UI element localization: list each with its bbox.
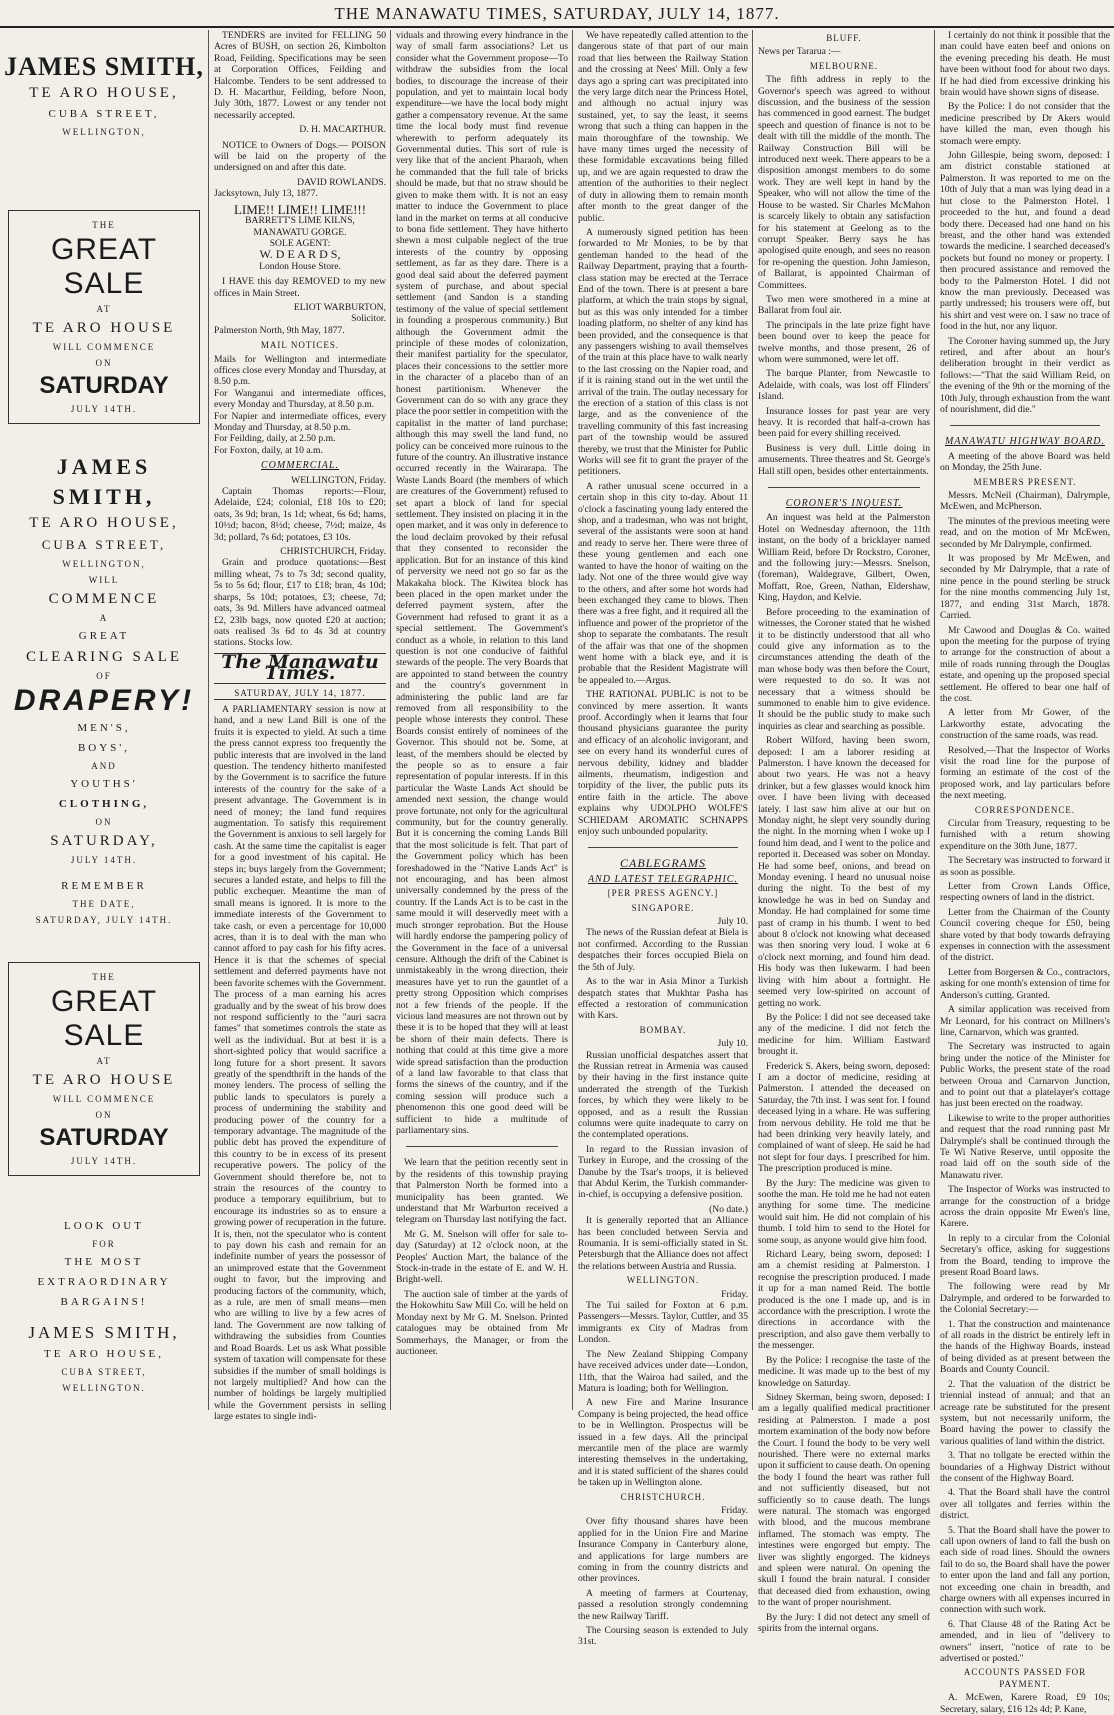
commercial-heading: COMMERCIAL. xyxy=(261,460,339,472)
column-3 xyxy=(396,30,568,1410)
ad-great-sale-1 xyxy=(8,210,200,424)
lime-heading: LIME!! LIME!! LIME!!! xyxy=(233,201,367,217)
column-rule xyxy=(208,30,209,1410)
editorial-part-1: A PARLIAMENTARY session is now at hand, and a new Land Bill is one of the fruits it is expected to yield. At such a time the press cannot express too frequently the public interests that are involved in the land question. The tendency hitherto manifested by the Government is to sacrifice the future interests of the country for the sake of a present advantage. The Government is in need of money; the land fund requires augmentation. To satisfy this requirement the Government is anxious to sell largely for cash. At the same time the capitalist is eager for a good investment of his capital. He steps in; buys largely from the Government; secures a landed estate, and helps to fill the public exchequer. Meantime the man of small means is ignored. It is more to the immediate interests of the Government to take cash, or even a percentage for 10,000 acres, than it is to deal with the man who cannot afford to pay cash for his fifty acres. Hence it is that the schemes of special settlement and deferred payments have not been favorite schemes with the Government. The process of a man earning his acres gradually and by the sweat of his brow does not respond sufficiently to the "auri sacra fames" that sometimes controls the state as well as the individual. But at best it is a short-sighted policy that would sacrifice a long future for a short present. It savors greatly of the spendthrift in the hands of the money lenders. The process of selling the public lands to speculators is purely a process of undermining the stability and producing power of the country for a temporary advantage. The magnitude of the public debt has proved the expenditure of this country to be in excess of its present recuperative powers. The policy of the Government should therefore be, not to strain the resources of the country to produce a temporary equilibrium, but to encourage its industries so as to ensure a growing power of recuperation in the future. It is, then, not the speculator who is content to pay down his cash and remain for an indefinite number of years the possessor of an unimproved estate that the Government ought to favor, but the improving and producing factors of the community, which, as a rule, are men of small means—men who are willing to live by a few acres of land. The Government are now talking of withdrawing the subsidies from Counties and Road Boards. Let us ask What possible system of taxation will compensate for these subsidies if the number of small holdings is not largely multiplied? And how can the number of holdings be largely multiplied while the Government persists in selling large estates to single indi- xyxy=(214,703,386,1423)
melbourne-1: The fifth address in reply to the Governor's speech was agreed to without discussion, and the business of the session has commenced in good earnest. The budget speech and question of finance is not to be dealt with till the middle of the month. The Railway Construction Bill will be introduced next week. There appears to be a disposition amongst members to do some work. They are well kept in hand by the Speaker, who will not allow the time of the House to be wasted. Sir Charles McMahon is scarcely likely to obtain any satisfaction for his statement at Geelong as to the corrupt Speaker. Berry says he has apologised quite enough, and sees no reason for re-opening the question. John Jamieson, of Ballarat, is appointed Chairman of Committees. xyxy=(758,74,930,291)
lime-name: W. D E A R D S, xyxy=(259,247,341,262)
ad-mens: MEN'S, xyxy=(77,722,131,734)
singapore-2: As to the war in Asia Minor a Turkish despatch states that Mukhtar Pasha has effected a restoration of communication with Kars. xyxy=(578,976,748,1022)
cablegrams-subheading: AND LATEST TELEGRAPHIC. xyxy=(588,873,738,885)
editorial-part-2: viduals and throwing every hindrance in the way of small farm associations? Let us consider what the Government propose—To withdraw the subsidies from the local bodies, to discourage the increase of their population, and yet to maintain local body expenditure—we have the local body might gather a compensatory revenue. At the same time the local body must find revenue wherewith to perform adequately its Governmental duties. This sort of rule is very like that of the ancient Pharaoh, when he commanded that the full tale of bricks should be made, but that no straw should be given to make them with. It is not an easy matter to induce the Government to place land in the market on terms at all conducive to bona fide settlement. They have hitherto shewn a most culpable neglect of the true interests of the country by opposing settlement, as far as they dare. There is a good deal said about the deferred payment system of purchase, and about special settlement (and Sandon is a standing testimony of the value of special settlement in founding a prosperous community.) But although the Government admit the principle of these modes of colonization, their manifest partiality for the speculator, places their concessions to the settler more in the character of a placebo than of an honest partitionism. Whenever the Government can do so with any grace they place the poor settler in competition with the capitalist in the matter of land purchase; although this may swell the land fund, no policy can be conceived more ruinous to the future of the country. An illustrative instance occurred recently in the Wairarapa. The Waste Lands Board (the members of which are creatures of the Government) refused to set apart a block of land for special settlement. They insisted on placing it in the open market, and it was only in deference to the loud declaim provoked by their refusal that they consented to reconsider the application. But for an instance of this kind of perversity we need not go so far as the Makakaha block. The Kiwitea block has been placed in the open market under the deferred payment system, after the Government had refused to grant it as a special settlement. The Government's conduct as a whole, in relation to this land question is not one conducive of faithful stewards of the people. The very Boards that are appointed to stand between the country and the country's government in administering the public land are far removed from all responsibility to the people whose interests they control. These Boards consist entirely of nominees of the Governor. This should not be. Some, at least, of the members should be elected by the people so as to ensure a fair representation of popular interests. If in this particular the Waste Lands Act should be amended next session, the change would prove fortunate, not only for the agricultural community, but for the country generally. But it is concerning the coming Lands Bill that the most solicitude is felt. That part of the Government policy which has been foreshadowed in the "Native Lands Act" is not encouraging, and has been almost universally condemned by the press of the country. If the Lands Act is to be cast in the same mould it will deservedly meet with a much stronger reprobation. But the House will hardly endorse the pampering policy of the Government in the face of a universal censure. Although the drift of the Cabinet is unmistakeably in the wrong direction, their measures have yet to run the gauntlet of a pretty strong Opposition which comprises not a few friends of the people. If the vicious land measures are not thrown out by these it is to be hoped that they will at least be shorn of their main defects. There is nothing that could at this time give a more wide spread satisfaction than the production of a land law favorable to that class that forms the sinews of the country, and if the coming session will produce such a phenomenon this one good deed will be sufficient to hide a multitude of parliamentary sins. xyxy=(396,30,568,1136)
inquest-6: By the Jury: The medicine was given to soothe the man. He told me he had not eaten anything for some time. The medicine would suit him. He did not complain of his thumb. I told him to send to the Hotel for some soup, as anyone would give him food. xyxy=(758,1177,930,1246)
column-rule xyxy=(752,30,753,1410)
lime-store: London House Store. xyxy=(259,260,341,272)
ad-most: THE MOST xyxy=(64,1256,144,1268)
news-municipality: We learn that the petition recently sent in by the residents of this township praying that Palmerston North be formed into a municipality has been granted. We understand that Mr Warburton received a telegram on Thursday last notifying the fact. xyxy=(396,1157,568,1226)
divider xyxy=(768,487,920,488)
dateline-singapore: SINGAPORE. xyxy=(631,902,695,913)
inquest-2: Before proceeding to the examination of witnesses, the Coroner stated that he wished it to be distinctly understood that all who could give any information as to the circumstances attending the death of the man whose body was then before the Court, were requested to do so. It was not necessary that a witness should be summoned to enable him to give evidence. It should be the public study to make such inquiries as clear and searching as possible. xyxy=(758,606,930,732)
melbourne-4: The barque Planter, from Newcastle to Adelaide, with coals, was lost off Flinders' Island. xyxy=(758,368,930,403)
inquest-7: Richard Leary, being sworn, deposed: I am a chemist residing at Palmerston. I recognise the prescription produced. I made it up for a man named Reid. The bottle produced is the one I made up, and is in accordance with the prescription. I wrote the directions in accordance with the prescription, and also gave them verbally to the messenger. xyxy=(758,1249,930,1352)
board-23: 5. That the Board shall have the power to call upon owners of land to fall the bush on each side of road lines. Should the owners fail to do so, the Board shall have the power to enter upon the land and fall any portion, not exceeding one chain in breadth, and charge owners with all expenses incurred in connection with such work. xyxy=(940,1524,1110,1616)
dateline-christchurch: CHRISTCHURCH. xyxy=(620,1491,706,1502)
inquest-verdict: The Coroner having summed up, the Jury retired, and after about an hour's deliberation brought in their verdict as follows:—"That the said William Reid, on the evening of the 9th or the morning of the 10th July, through exhaustion from the want of nourishment, did die." xyxy=(940,335,1110,415)
melbourne-5: Insurance losses for past year are very heavy. It is recorded that half-a-crown has been paid for every shilling received. xyxy=(758,405,930,440)
lime-kilns: BARRETT'S LIME KILNS, xyxy=(245,215,355,227)
highway-board-heading: MANAWATU HIGHWAY BOARD. xyxy=(944,436,1105,448)
board-18: The following were read by Mr Dalrymple, and ordered to be forwarded to the Colonial Secretary:— xyxy=(940,1281,1110,1316)
ad-city: WELLINGTON. xyxy=(62,1383,146,1393)
board-22: 4. That the Board shall have the control over all tollgates and ferries within the district. xyxy=(940,1487,1110,1522)
correspondence-heading: CORRESPONDENCE. xyxy=(974,804,1076,815)
ad-remember: REMEMBER xyxy=(61,880,147,892)
inquest-9: Sidney Skerman, being sworn, deposed: I am a legally qualified medical practitioner residing at Palmerston. I made a post mortem examination of the body now before the Court. I found the body to be very well nourished. There were no external marks upon it sufficient to cause death. On opening the body I found the heart was rather full and not sufficiently diseased, but not sufficiently so to cause death. The lungs were natural. The stomach was engorged with blood, and the mucous membrane inflamed. The stomach was empty. The intestines were engorged but empty. The liver was slightly engorged. The kidneys and spleen were natural. On opening the skull I found the brain natural. I consider that deceased died from exhaustion, owing to the want of proper nourishment. xyxy=(758,1391,930,1609)
mail-line: Mails for Wellington and intermediate offices close every Monday and Thursday, at 8.50 p.m. xyxy=(214,353,386,388)
dog-notice-date: Jacksytown, July 13, 1877. xyxy=(214,188,318,200)
ad-saturday: SATURDAY, xyxy=(50,833,158,849)
mail-line: For Napier and intermediate offices, every Monday and Thursday, at 8.50 p.m. xyxy=(214,410,386,433)
christchurch-2: A meeting of farmers at Courtenay, passed a resolution strongly condemning the new Railway Tariff. xyxy=(578,1587,748,1622)
inquest-1: An inquest was held at the Palmerston Hotel on Wednesday afternoon, the 11th instant, on the body of a bricklayer named William Reid, before Dr Rockstro, Coroner, and the following jury:—Messrs. Snelson, (foreman), Waldegrave, Gilbert, Owen, Moffatt, Roe, Green, Nathan, Eldershaw, King, Haydon, and Kelvie. xyxy=(758,512,930,604)
ad-name: JAMES SMITH, xyxy=(28,1323,180,1342)
paper-date: SATURDAY, JULY 14, 1877. xyxy=(214,688,386,700)
removal-date: Palmerston North, 9th May, 1877. xyxy=(214,324,345,336)
ad-on: ON xyxy=(95,358,113,368)
ad-shop: TE ARO HOUSE xyxy=(32,320,176,336)
dog-poison-notice: NOTICE to Owners of Dogs.— POISON will be laid on the property of the undersigned on and after this date. xyxy=(214,139,386,174)
board-19: 1. That the construction and maintenance of all roads in the district be entirely left in the hands of the Highway Boards, instead of being divided as at present between the Boards and County Council. xyxy=(940,1318,1110,1376)
melbourne-3: The principals in the late prize fight have been bound over to keep the peace for twelve months, and those present, 26 of whom were summoned, were let off. xyxy=(758,319,930,365)
ad-date: JULY 14TH. xyxy=(70,404,138,414)
board-5: Mr Cawood and Douglas & Co. waited upon the meeting for the purpose of trying to arrange for the construction of about a mile of roads running through the Douglas estate, and opening up the proposed special settlement. He offered to bear one half of the cost. xyxy=(940,624,1110,704)
inquest-8: By the Police: I recognise the taste of the medicine. It was made up to the best of my knowledge on Saturday. xyxy=(758,1354,930,1389)
mail-line: For Foxton, daily, at 10 a.m. xyxy=(214,444,323,456)
melbourne-2: Two men were smothered in a mine at Ballarat from foul air. xyxy=(758,293,930,317)
inquest-3: Robert Wilford, having been sworn, deposed: I am a laborer residing at Palmerston. I have known the deceased for about two years. He was not a heavy drinker, but a few glasses would knock him over. I have been living with deceased lately. I last saw him alive at our hut on Monday night, he slept very soundly during the night. In the morning when I woke up I found him dead, and I went to the police and reported it. Deceased was sober on Monday. He had some beef, onions, and bread on Monday evening. I heard no unusual noise during the night. To the best of my knowledge he was in bed on Sunday and Monday. He had complained for some time past of cramp in his thumb. I went to bed about 8 o'clock not knowing what deceased was then snoring very loud. I woke at 6 o'clock next morning, and found him dead. His body was then lukewarm. I had been living with him about a fortnight. He seemed very low-spirited on account of getting no work. xyxy=(758,735,930,1009)
inquest-5: Frederick S. Akers, being sworn, deposed: I am a doctor of medicine, residing at Palmerston. I attended the deceased on Saturday, the 7th inst. I was sent for. I found deceased lying in a whare. He was suffering from nervous debility. He told me that he had been drinking very heavily lately, and complained of want of sleep. He said he had not slept for four days. I prescribed for him. The prescription produced is mine. xyxy=(758,1060,930,1175)
inquest-12: By the Police: I do not consider that the medicine prescribed by Dr Akers would have killed the man, even though his stomach were empty. xyxy=(940,101,1110,147)
news-petition: A numerously signed petition has been forwarded to Mr Monies, to be by that gentleman handed to the head of the Railway Department, praying that a fourth-class station may be erected at the Terrace End of the town. There is at present a bare platform, at which the train stops by signal, but as this was only intended for a timber loading platform, no shelter of any kind has been provided, and the consequence is that any passengers wishing to avail themselves of the train at this place have to walk nearly to the last crossing on the Napier road, and if it is raining stand out in the wet until the arrival of the train. The outlay necessary for the erection of a station of this class is not large, and as the convenience of the travelling community of this fast increasing part of the township would be assured thereby, we trust that the Minister for Public Works will see fit to grant the prayer of the petitioners. xyxy=(578,226,748,478)
members-present-heading: MEMBERS PRESENT. xyxy=(973,476,1077,487)
ad-shop: TE ARO HOUSE, xyxy=(44,1348,164,1360)
board-15: Likewise to write to the proper authorities and request that the road running past Mr Dalrymple's shall be continued through the Te Wi Native Reserve, until opposite the road laid off on the south side of the Manawatu river. xyxy=(940,1112,1110,1181)
ad-great-sale-2 xyxy=(8,962,200,1176)
ad-will: WILL COMMENCE xyxy=(52,1094,156,1104)
board-25: A. McEwen, Karere Road, £9 10s; Secretary, salary, £16 12s 4d; P. Kane, xyxy=(940,1692,1110,1715)
inquest-13: John Gillespie, being sworn, deposed: I am district constable stationed at Palmerston. It was reported to me on the 10th of July that a man was lying dead in a hut close to the Palmerston Hotel. I proceeded to the hut, and found a dead body there. Deceased had one hand on his breast, and the other hand was extended towards the medicine. I searched deceased's pockets but found no money or property. I then procured assistance and removed the body to the Palmerston Hotel. I did not know the man previously. Deceased was partly undressed; his trousers were off, but his shirt and vest were on. I saw no trace of food in the hut, nor any liquor. xyxy=(940,150,1110,333)
ad-clearing-sale xyxy=(4,452,204,928)
wellington-1: The Tui sailed for Foxton at 6 p.m. Passengers—Messrs. Taylor, Cuttler, and 35 immigrants ex City of Madras from London. xyxy=(578,1300,748,1346)
ad-will: WILL COMMENCE xyxy=(52,342,156,352)
board-17: In reply to a circular from the Colonial Secretary's office, asking for suggestions from the Board, tending to improve the present Road Board laws. xyxy=(940,1232,1110,1279)
press-agency: [PER PRESS AGENCY.] xyxy=(607,888,719,899)
ad-street: CUBA STREET, xyxy=(48,108,160,120)
news-shop-scene: A rather unusual scene occurred in a certain shop in this city to-day. About 11 o'clock a fascinating young lady entered the shop, and a tradesman, who was not bright, several of the assistants were soon at hand and ready to serve her. There were three of these young gentlemen and each one wanted to have the honor of waiting on the lady. Not one of the three would give way to the others, and after some hot words had been exchanged they came to blows. Then there was a free fight, and it required all the influence and power of the proprietor of the shop to separate the combatants. The result of the affair was that one of the shopmen went home with a black eye, and it is probable that the Resident Magistrate will be appealed to.—Argus. xyxy=(578,480,748,686)
board-16: The Inspector of Works was instructed to arrange for the construction of a bridge across the drain opposite Mr Ewen's line, Karere. xyxy=(940,1184,1110,1230)
lime-agent: SOLE AGENT: xyxy=(269,237,331,249)
date-singapore: July 10. xyxy=(717,916,748,928)
accounts-heading: ACCOUNTS PASSED FOR PAYMENT. xyxy=(963,1667,1087,1689)
date-christchurch: Friday. xyxy=(721,1504,748,1516)
ad-city: WELLINGTON, xyxy=(62,559,146,569)
removal-role: Solicitor. xyxy=(351,313,386,325)
ad-thedate: THE DATE, xyxy=(72,899,136,909)
board-11: Letter from the Chairman of the County Council covering cheque for £50, being share voted by that body towards defraying expenses in connection with the assessment of the district. xyxy=(940,906,1110,964)
ad-street: CUBA STREET, xyxy=(41,537,167,552)
mail-notices-heading: MAIL NOTICES. xyxy=(260,340,340,351)
ad-james-smith-1 xyxy=(4,52,204,140)
dateline-bluff: BLUFF. xyxy=(826,33,862,43)
tender-signature: D. H. MACARTHUR. xyxy=(299,124,386,136)
bombay-3: It is generally reported that an Alliance has been concluded between Servia and Roumania. It is semi-officially stated in St. Petersburgh that the Alliance does not affect the relations between Austria and Russia. xyxy=(578,1215,748,1272)
board-4: It was proposed by Mr McEwen, and seconded by Mr Dalrymple, that a rate of nine pence in the pound sterling be struck for the nine months commencing July 1st, 1877, and ending 31st March, 1878. Carried. xyxy=(940,553,1110,622)
board-6: A letter from Mr Gower, of the Larkworthy estate, advocating the construction of the same roads, was read. xyxy=(940,707,1110,742)
divider xyxy=(950,425,1100,426)
board-13: A similar application was received from Mr Leonard, for his contract on Millners's line, Carnarvon, which was granted. xyxy=(940,1004,1110,1038)
ad-commence: COMMENCE xyxy=(48,591,160,607)
board-3: The minutes of the previous meeting were read, and on the motion of Mr McEwen, seconded by Mr Dalrymple, confirmed. xyxy=(940,515,1110,550)
removal-signature: ELIOT WARBURTON, xyxy=(293,301,386,313)
news-timber-sale: The auction sale of timber at the yards of the Hokowhitu Saw Mill Co. will be held on Monday next by Mr G. M. Snelson. Printed catalogues may be obtained from Mr Sommerhays, the Manager, or from the auctioneer. xyxy=(396,1288,568,1357)
ad-shop: TE ARO HOUSE, xyxy=(29,515,179,531)
inquest-4: By the Police: I did not see deceased take any of the medicine. I did not fetch the medicine for him. William Eastward brought it. xyxy=(758,1011,930,1058)
ad-bargains: BARGAINS! xyxy=(60,1296,148,1308)
board-24: 6. That Clause 48 of the Rating Act be amended, and in lieu of "delivery to owners" insert, "notice of rate to be advertised or posted." xyxy=(940,1618,1110,1665)
ad-title: GREAT SALE xyxy=(50,233,158,300)
tender-notice: TENDERS are invited for FELLING 50 Acres of BUSH, on section 26, Kimbolton Road, Feilding. Specifications may be seen at Corporation Offices, Feilding and Halcombe. Tenders to be sent addressed to D. H. Macarthur, Feilding, before Noon, July 30th, 1877. Lowest or any tender not necessarily accepted. xyxy=(214,30,386,121)
column-advertisements xyxy=(4,30,204,1410)
ad-day: SATURDAY xyxy=(39,372,169,399)
bombay-2: In regard to the Russian invasion of Turkey in Europe, and the crossing of the Danube by the Tsar's troops, it is believed that Abdul Kerim, the Turkish commander-in-chief, is occupying a defensive position. xyxy=(578,1143,748,1201)
divider xyxy=(588,847,738,848)
ad-great: GREAT xyxy=(78,630,130,642)
board-1: A meeting of the above Board was held on Monday, the 25th June. xyxy=(940,450,1110,474)
inquest-10: By the Jury: I did not detect any smell of spirits from the internal organs. xyxy=(758,1611,930,1635)
ad-shop: TE ARO HOUSE xyxy=(32,1072,176,1088)
column-rule xyxy=(572,30,573,1410)
singapore-1: The news of the Russian defeat at Biela is not confirmed. According to the Russian despatches their forces occupied Biela on the 5th of July. xyxy=(578,927,748,973)
ad-clothing: CLOTHING, xyxy=(58,798,150,810)
melbourne-6: Business is very dull. Little doing in amusements. Three theatres and St. George's Hall still open, besides other entertainments. xyxy=(758,442,930,477)
ad-july: JULY 14TH. xyxy=(70,855,138,865)
board-2: Messrs. McNeil (Chairman), Dalrymple, McEwen, and McPherson. xyxy=(940,490,1110,513)
ad-street: CUBA STREET, xyxy=(61,1367,147,1377)
date-bombay: July 10. xyxy=(717,1038,748,1050)
inquest-11: I certainly do not think it possible that the man could have eaten beef and onions on the evening preceding his death. He must have been without food for about two days. If he had died from excessive drinking his brain would have shown signs of disease. xyxy=(940,30,1110,99)
ad-the: THE xyxy=(92,220,116,230)
divider xyxy=(406,1146,558,1147)
ad-the: THE xyxy=(92,972,116,982)
ad-extra: EXTRAORDINARY xyxy=(37,1276,171,1288)
bombay-1: Russian unofficial despatches assert that the Russian retreat in Armenia was caused by their having in the first instance quite underrated the strength of the Turkish forces, by which they were likely to be opposed, and as a result the Russian columns were quite inadequate to carry on the contemplated operations. xyxy=(578,1049,748,1141)
ad-youths: YOUTHS' xyxy=(70,778,138,790)
ad-and: AND xyxy=(91,761,117,771)
ad-look: LOOK OUT xyxy=(64,1220,144,1232)
ad-name: JAMES SMITH, xyxy=(4,52,204,81)
ad-date: JULY 14TH. xyxy=(70,1156,138,1166)
commercial-dateline: CHRISTCHURCH, Friday. xyxy=(280,546,386,558)
ad-at: AT xyxy=(96,1056,112,1066)
news-auction: Mr G. M. Snelson will offer for sale to-day (Saturday) at 12 o'clock noon, at the Peoples' Auction Mart, the balance of the Stock-in-trade in the estate of E. and W. H. Bright-well. xyxy=(396,1228,568,1286)
ad-of: OF xyxy=(96,671,112,681)
masthead: THE MANAWATU TIMES, SATURDAY, JULY 14, 1877. xyxy=(0,4,1114,28)
ad-a: A xyxy=(99,613,109,623)
ad-name: JAMES SMITH, xyxy=(52,454,156,509)
ad-day: SATURDAY xyxy=(39,1124,169,1151)
ad-will: WILL xyxy=(88,575,120,585)
column-rule xyxy=(390,30,391,1410)
board-9: The Secretary was instructed to forward it as soon as possible. xyxy=(940,855,1110,878)
commercial-dateline: WELLINGTON, Friday. xyxy=(291,474,386,486)
advert-schnapps: THE RATIONAL PUBLIC is not to be convinced by mere assertion. It wants proof. Accordingly when it learns that four thousand physicians guarantee the purity and efficacy of an alcoholic invigorant, and see on every hand its wonderful cures of nervous debility, kidney and bladder ailments, rheumatism, indigestion and torpidity of the liver, the public puts its entire faith in the article. The above explains why UDOLPHO WOLFE'S SCHIEDAM AROMATIC SCHNAPPS enjoy such unbounded popularity. xyxy=(578,689,748,838)
column-4 xyxy=(578,30,748,1648)
ad-for: FOR xyxy=(92,1239,116,1249)
board-14: The Secretary was instructed to again bring under the notice of the Minister for Public Works, the present state of the road between Oroua and Carnarvon Junction, and to point out that a platelayer's cottage has just been erected on the roadway. xyxy=(940,1041,1110,1110)
ad-on: ON xyxy=(95,817,113,827)
commercial-wellington: Captain Thomas reports:—Flour, Adelaide, £24; colonial, £18 10s to £20; oats, 3s 9d; bran, 1s 1d; wheat, 6s 6d; hams, 10½d; bacon, 8½d; cheese, 7½d; maize, 4s 3d; pollard, 7s 6d; potatoes, £3 10s. xyxy=(214,486,386,543)
ad-look-out xyxy=(4,1216,204,1396)
dateline-bombay: BOMBAY. xyxy=(639,1024,687,1035)
ad-on: ON xyxy=(95,1110,113,1120)
dateline-wellington: WELLINGTON. xyxy=(626,1275,700,1286)
christchurch-3: The Coursing season is extended to July 31st. xyxy=(578,1625,748,1648)
ad-full-date: SATURDAY, JULY 14TH. xyxy=(35,915,173,925)
board-21: 3. That no tollgate be erected within the boundaries of a Highway District without the consent of the Highway Board. xyxy=(940,1450,1110,1484)
christchurch-1: Over fifty thousand shares have been applied for in the Union Fire and Marine Insurance Company in Canterbury alone, and applications for large numbers are coming in from the country districts and other provinces. xyxy=(578,1516,748,1585)
bluff-news: News per Tararua :— xyxy=(758,46,841,58)
mail-line: For Wanganui and intermediate offices, every Monday and Thursday, at 8.50 p.m. xyxy=(214,387,386,411)
coroners-inquest-heading: CORONER'S INQUEST. xyxy=(785,498,903,510)
paper-title: The Manawatu Times. xyxy=(214,653,386,684)
date-no-date: (No date.) xyxy=(709,1203,748,1215)
column-5 xyxy=(758,30,930,1635)
dog-notice-signature: DAVID ROWLANDS. xyxy=(297,176,386,188)
column-6 xyxy=(940,30,1110,1715)
wellington-2: The New Zealand Shipping Company have received advices under date—London, 11th, that the Wairoa had sailed, and the Matura is loading; both for Wellington. xyxy=(578,1348,748,1394)
dateline-melbourne: MELBOURNE. xyxy=(809,60,879,71)
cablegrams-heading: CABLEGRAMS xyxy=(620,856,706,871)
board-20: 2. That the valuation of the district be triennial instead of annual; and that an acreage rate be substituted for the present system, but not necessarily uniform, the Board having the power to classify the various qualities of land within the district. xyxy=(940,1378,1110,1447)
board-8: Circular from Treasury, requesting to be furnished with a return showing expenditure on the 30th June, 1877. xyxy=(940,818,1110,852)
ad-shop: TE ARO HOUSE, xyxy=(29,85,179,101)
board-7: Resolved,—That the Inspector of Works visit the road line for the purpose of forming an estimate of the cost of the proposed work, and lay particulars before the next meeting. xyxy=(940,744,1110,802)
ad-city: WELLINGTON, xyxy=(62,127,146,137)
ad-drapery: DRAPERY! xyxy=(13,684,195,717)
lime-gorge: MANAWATU GORGE. xyxy=(253,226,347,238)
column-rule xyxy=(934,30,935,1410)
mail-line: For Feilding, daily, at 2.50 p.m. xyxy=(214,433,336,445)
ad-at: AT xyxy=(96,304,112,314)
removal-notice: I HAVE this day REMOVED to my new offices in Main Street. xyxy=(214,276,386,299)
ad-boys: BOYS', xyxy=(77,742,131,754)
column-2 xyxy=(214,30,386,1423)
commercial-christchurch: Grain and produce quotations:—Best milling wheat, 7s to 7s 3d; second quality, 5s to 5s 6d; flour, £17 to £18; bran, 4s 10d; sharps, 5s 10d; potatoes, £3; cheese, 7d; oats, 3s 9d. Millers have advanced oatmeal £2, 23lb bags, now quoted £20 at auction; oats realised 3s 6d to 4s 3d at country stations. Stocks low. xyxy=(214,557,386,649)
date-wellington: Friday. xyxy=(721,1288,748,1300)
board-10: Letter from Crown Lands Office, respecting owners of land in the district. xyxy=(940,881,1110,904)
ad-clearing: CLEARING SALE xyxy=(25,649,183,665)
board-12: Letter from Borgersen & Co., contractors, asking for one month's extension of time for Anderson's cutting. Granted. xyxy=(940,966,1110,1001)
ad-title: GREAT SALE xyxy=(50,985,158,1052)
wellington-3: A new Fire and Marine Insurance Company is being projected, the head office to be in Wellington. Prospectus will be issued in a few days. All the principal mercantile men of the place are warmly interesting themselves in the undertaking, and it is stated sufficient of the shares could be taken up in Wellington alone. xyxy=(578,1397,748,1489)
news-main-road: We have repeatedly called attention to the dangerous state of that part of our main road that lies between the Railway Station and the crossing at Nees' Mill. Only a few days ago a spring cart was precipitated into the very large ditch near the Princess Hotel, and although no actual injury was sustained, yet, to say the least, it seems wrong that such a thing can happen in the main thoroughfare of the township. We have many times urged the necessity of these formidable excavations being filled up, and we are again requested to draw the attention of the authorities to their neglect of duty in allowing them to remain month after month to the great danger of the public. xyxy=(578,30,748,224)
